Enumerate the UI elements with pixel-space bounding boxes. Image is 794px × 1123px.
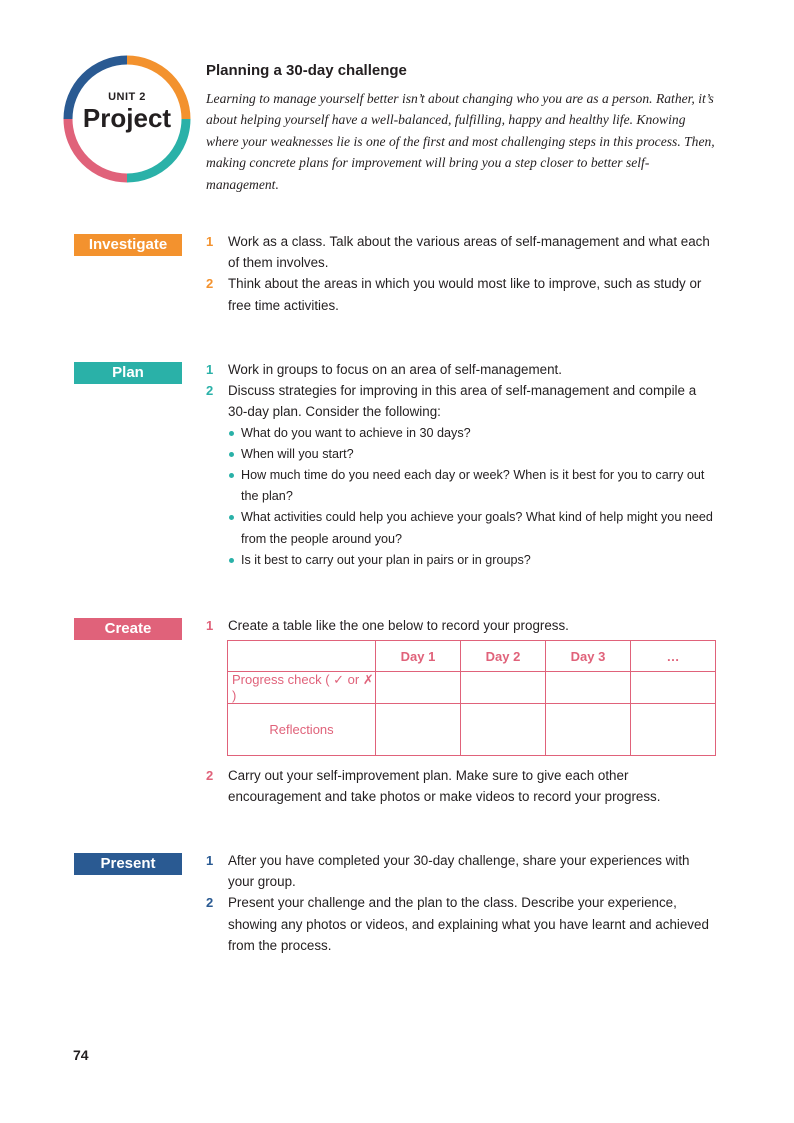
bullet-item: What activities could help you achieve your goals? What kind of help might you need from the people around you? xyxy=(228,507,718,549)
table-cell[interactable] xyxy=(461,672,546,704)
list-item xyxy=(206,615,718,636)
step-text: Think about the areas in which you would most like to improve, such as study or free time activities. xyxy=(228,276,702,313)
section-tag-present: Present xyxy=(74,853,182,875)
list-item xyxy=(206,850,718,892)
progress-table xyxy=(227,640,716,756)
step-text: Work as a class. Talk about the various areas of self-management and what each of them involves. xyxy=(228,234,710,271)
list-item xyxy=(206,380,718,571)
section-tag-investigate: Investigate xyxy=(74,234,182,256)
step-number: 1 xyxy=(206,618,214,633)
intro-paragraph: Learning to manage yourself better isn’t about changing who you are as a person. Rather, it’s about helping yourself have a well-balanced, fulfilling, happy and healthy life. Knowing where your weaknesses lie is one of the first and most challenging steps in this process. Then, making concrete plans for improvement will bring you a step closer to better self-management. xyxy=(206,91,715,192)
section-tag-create: Create xyxy=(74,618,182,640)
table-header-row xyxy=(228,641,716,672)
list-item xyxy=(206,273,718,315)
plan-bullets xyxy=(228,423,718,571)
step-number: 1 xyxy=(206,234,214,249)
step-number: 2 xyxy=(206,895,214,911)
investigate-steps xyxy=(206,231,718,316)
create-steps-2 xyxy=(206,765,718,807)
unit-title: Project xyxy=(82,103,172,133)
step-text: Work in groups to focus on an area of self-management. xyxy=(228,362,562,377)
step-text: Carry out your self-improvement plan. Make sure to give each other encouragement and take photos or make videos to record your progress. xyxy=(228,768,661,805)
step-number: 1 xyxy=(206,362,214,377)
table-cell[interactable] xyxy=(631,704,716,756)
table-cell[interactable] xyxy=(631,672,716,704)
unit-badge xyxy=(62,54,192,184)
page-number: 74 xyxy=(73,1047,89,1063)
table-header-cell xyxy=(228,641,376,672)
table-header-cell: Day 1 xyxy=(376,641,461,672)
table-cell[interactable] xyxy=(461,704,546,756)
list-item xyxy=(206,765,718,807)
unit-label: UNIT 2 xyxy=(108,91,146,103)
table-row-label: Progress check ( ✓ or ✗ ) xyxy=(228,672,376,704)
page-title: Planning a 30-day challenge xyxy=(206,62,407,79)
list-item xyxy=(206,359,718,380)
step-text: After you have completed your 30-day challenge, share your experiences with your group. xyxy=(228,853,690,890)
table-cell[interactable] xyxy=(546,704,631,756)
list-item xyxy=(206,892,718,956)
table-row xyxy=(228,704,716,756)
table-cell[interactable] xyxy=(376,672,461,704)
table-cell[interactable] xyxy=(376,704,461,756)
step-number: 2 xyxy=(206,276,214,292)
section-tag-plan: Plan xyxy=(74,362,182,384)
list-item xyxy=(206,231,718,273)
step-number: 2 xyxy=(206,768,214,783)
step-text: Create a table like the one below to record your progress. xyxy=(228,618,569,633)
bullet-item: What do you want to achieve in 30 days? xyxy=(228,423,718,444)
bullet-item: Is it best to carry out your plan in pairs or in groups? xyxy=(228,550,718,571)
table-header-cell: Day 2 xyxy=(461,641,546,672)
table-cell[interactable] xyxy=(546,672,631,704)
table-row-label: Reflections xyxy=(228,704,376,756)
bullet-item: How much time do you need each day or week? When is it best for you to carry out the plan? xyxy=(228,465,718,507)
plan-steps xyxy=(206,359,718,571)
create-steps-1 xyxy=(206,615,718,636)
table-header-cell: … xyxy=(631,641,716,672)
step-number: 1 xyxy=(206,853,214,868)
table-row xyxy=(228,672,716,704)
bullet-item: When will you start? xyxy=(228,444,718,465)
step-text: Present your challenge and the plan to the class. Describe your experience, showing any photos or videos, and explaining what you have learnt and achieved from the process. xyxy=(228,895,709,953)
present-steps xyxy=(206,850,718,956)
table-header-cell: Day 3 xyxy=(546,641,631,672)
step-text: Discuss strategies for improving in this area of self-management and compile a 30-day plan. Consider the following: xyxy=(228,383,697,420)
step-number: 2 xyxy=(206,383,214,399)
